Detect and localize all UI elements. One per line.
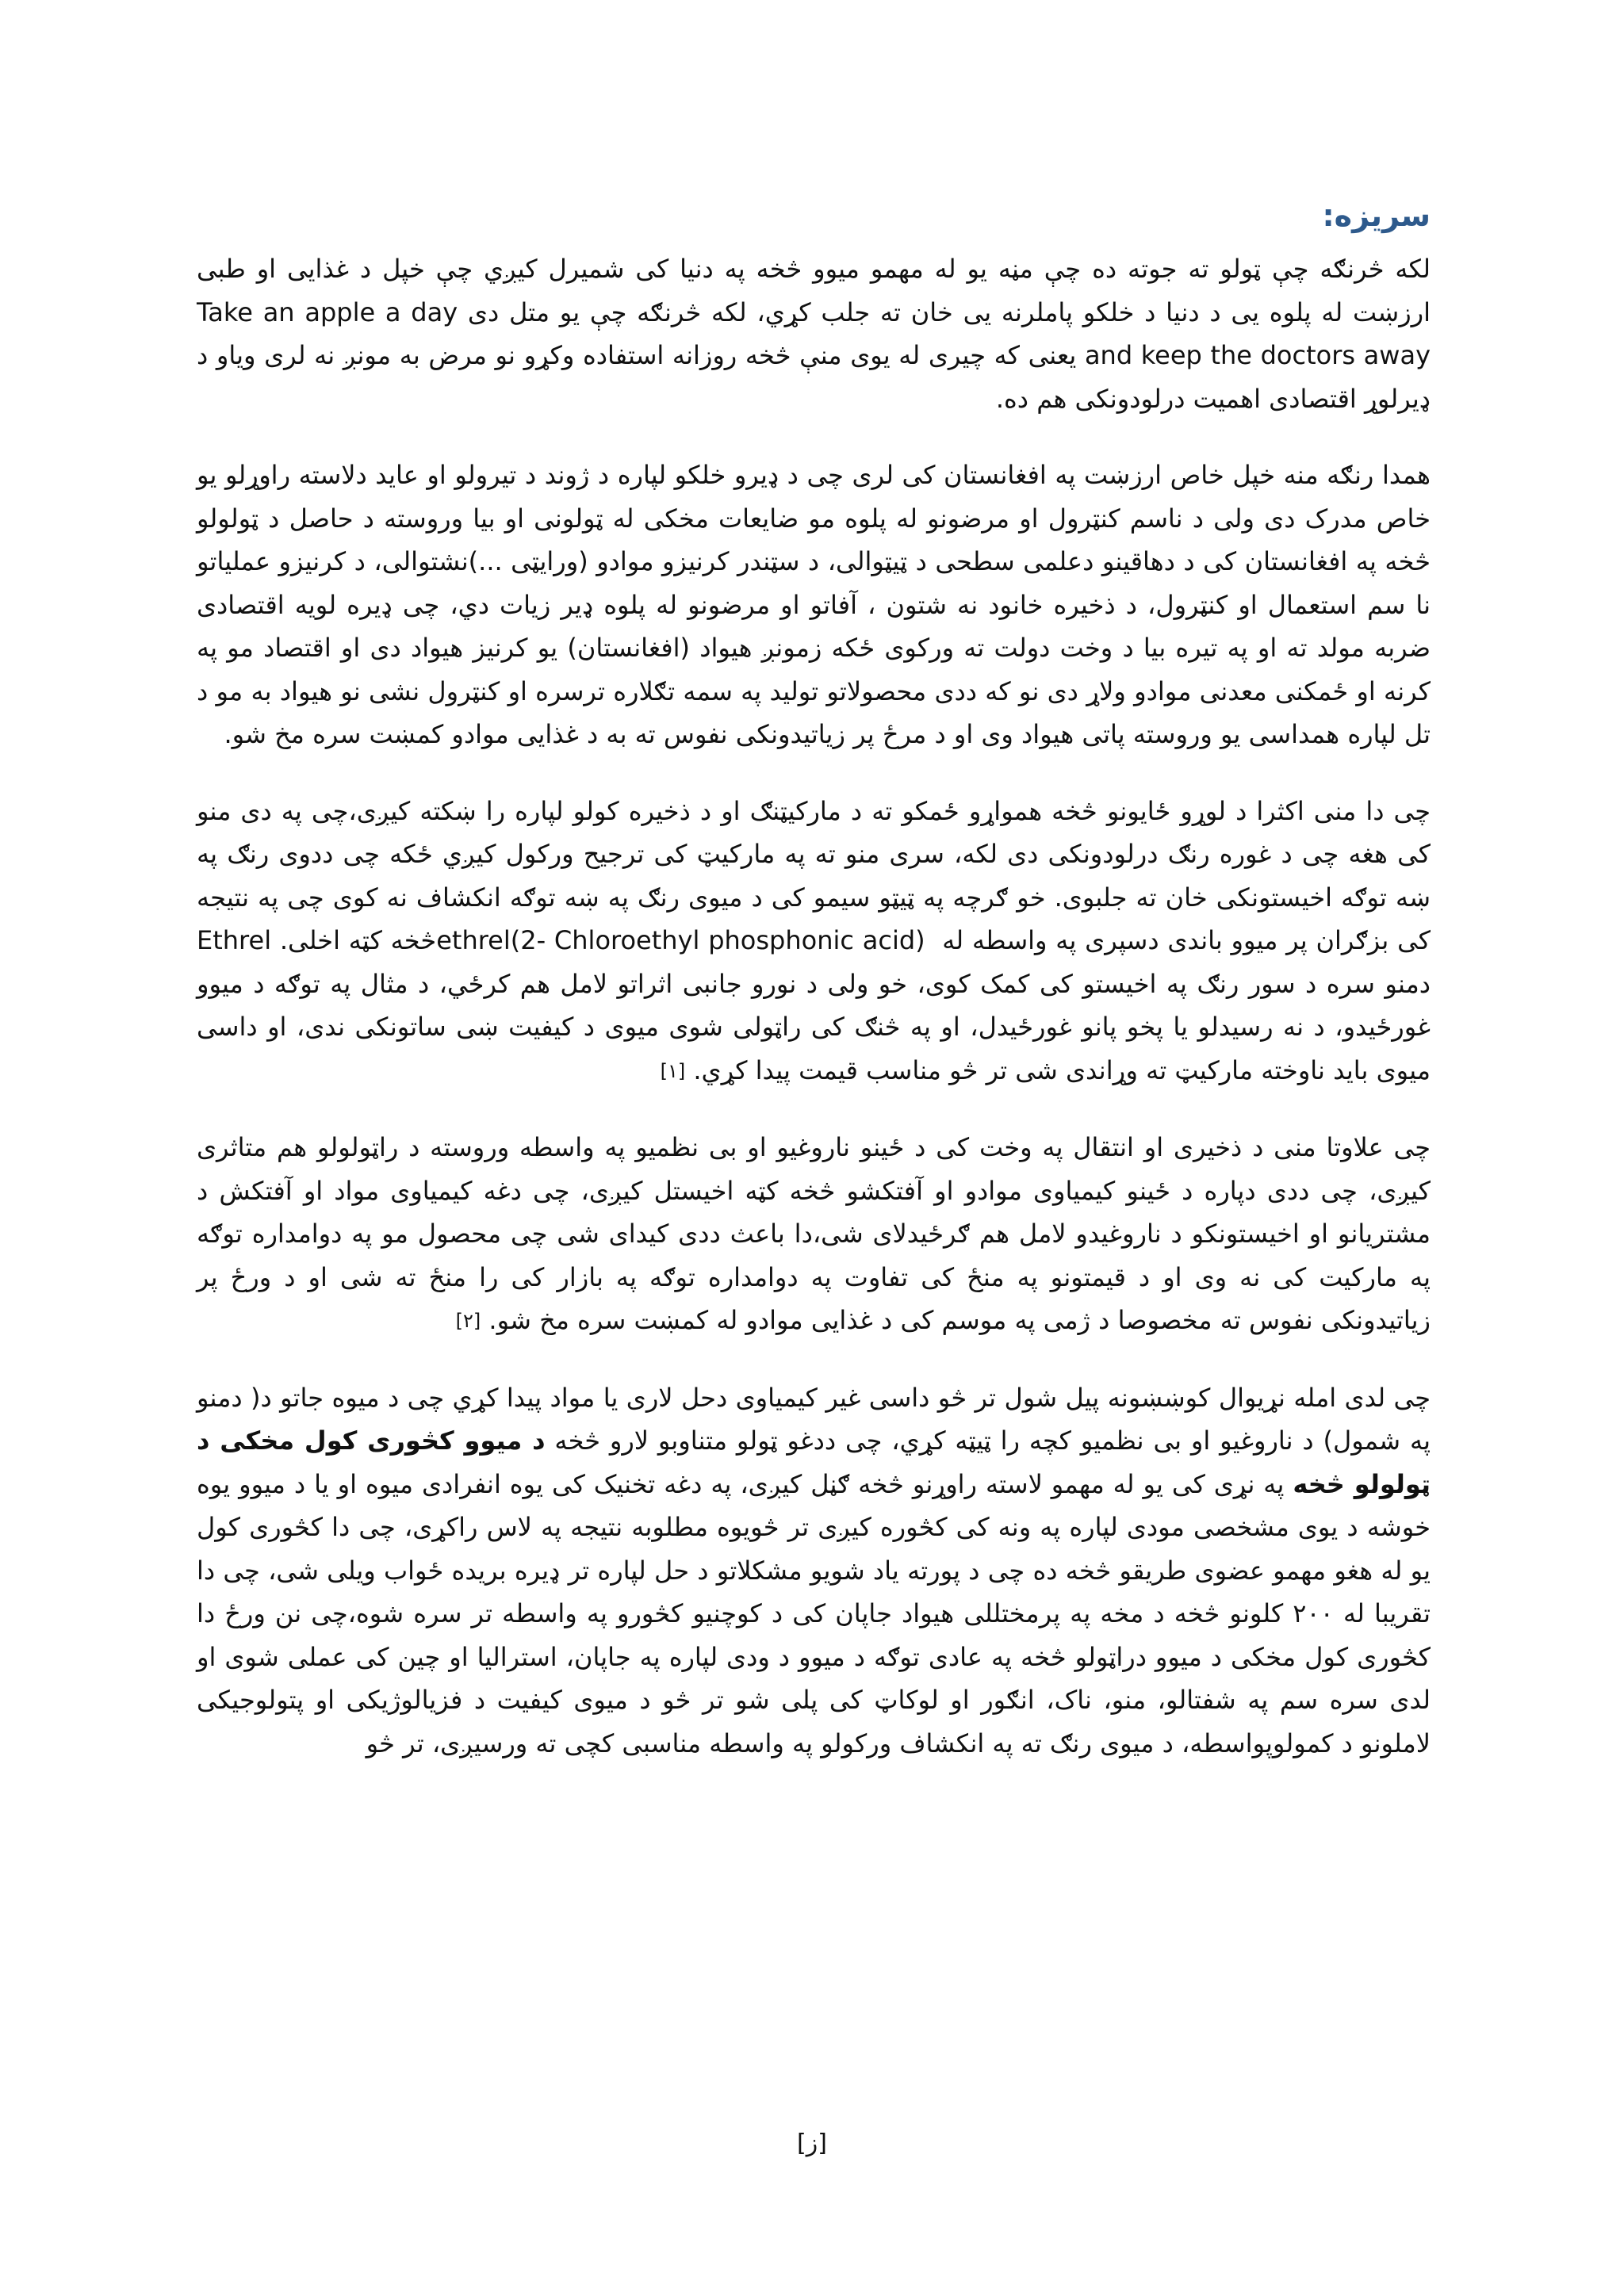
paragraph-3-text-b: څخه کټه اخلی. Ethrel دمنو سره د سور رنګ په اخیستو کی کمک کوی، خو ولی د نورو جانبی اثراتو لامل هم کرځي، د مثال په توګه د میوو غورځیدو، د نه رسیدلو یا پخو پانو غورځیدل، او په څنګ کی راټولی شوی میوی د کیفیت ښی ساتونکی ندی، او داسی میوی باید ناوخته مارکیټ ته وړاندی شی تر څو مناسب قیمت پیدا کړي. <box>197 925 1431 1085</box>
paragraph-3 <box>197 790 1431 1093</box>
paragraph-5-text-b: په نړی کی یو له مهمو لاسته راوړنو څخه ګڼل کیږی، په دغه تخنیک کی یوه انفرادی میوه او یا د میوو یوه خوشه د یوی مشخصی مودی لپاره په ونه کی کڅوره کیږی تر څویوه مطلوبه نتیجه په لاس راکړی، چی دا کڅوری کول یو له هغو مهمو عضوی طریقو څخه ده چی د پورته یاد شویو مشکلاتو د حل لپاره تر ډیره بریده ځواب ویلی شی، چی دا تقریبا له ۲۰۰ کلونو څخه د مخه په پرمختللی هیواد جاپان کی د کوچنیو کڅورو په واسطه تر سره شوه،چی نن ورځ دا کڅوری کول مخکی د میوو دراټولو څخه په عادی توګه د میوو د ودی لپاره په جاپان، استرالیا او چین کی عملی شوی او لدی سره سم په شفتالو، منو، ناک، انګور او لوکاټ کی پلی شو تر څو د میوی کیفیت د فزیالوژیکی او پتولوجیکی لاملونو د کمولوپواسطه، د میوی رنګ ته په انکشاف ورکولو په واسطه مناسبی کچی ته ورسیږی، تر څو <box>197 1468 1431 1758</box>
paragraph-4 <box>197 1126 1431 1343</box>
paragraph-5-bold-phrase: د میوو کڅوری کول مخکی د ټولولو څخه <box>197 1425 1431 1499</box>
paragraph-1: لکه څرنګه چې ټولو ته جوته ده چې مڼه یو له مهمو میوو څخه په دنیا کی شمیرل کیږي چې خپل د غذایی او طبی ارزښت له پلوه یی د دنیا د خلکو پاملرنه یی خان ته جلب کړي، لکه څرنګه چې یو متل دی Take an apple a day and keep the doctors away یعنی که چیری له یوی منې څخه روزانه استفاده وکړو نو مرض به مونږ نه لری ویاو د ډیرلوړ اقتصادی اهمیت درلودونکی هم ده. <box>197 254 1431 414</box>
chemical-name: ethrel(2- Chloroethyl phosphonic acid) <box>436 925 934 955</box>
paragraph-2: همدا رنګه منه خپل خاص ارزښت په افغانستان کی لری چی د ډیرو خلکو لپاره د ژوند د تیرولو او عاید دلاسته راوړلو یو خاص مدرک دی ولی د ناسم کنټرول او مرضونو له پلوه مو ضایعات مخکی له ټولونی او بیا وروسته د حاصل د ټولولو څخه په افغانستان کی د دهاقینو دعلمی سطحی د ټیټوالی، د سټندر کرنیزو موادو (ورایټی ...)نشتوالی، د کرنیزو عملیاتو نا سم استعمال او کنټرول، د ذخیره خانود نه شتون ، آفاتو او مرضونو له پلوه ډیر زیات دي، چی ډیره لویه اقتصادی ضربه مولد ته او په تیره بیا د وخت دولت ته ورکوی ځکه زمونږ هیواد (افغانستان) یو کرنیز هیواد دی او اقتصاد مو په کرنه او ځمکنی معدنی موادو ولاړ دی نو که ددی محصولاتو تولید په سمه تګلاره ترسره او کنټرول نشی نو هیواد به مو د تل لپاره همداسی یو وروسته پاتی هیواد وی او د مرځ پر زیاتیدونکی نفوس ته به د غذایی موادو کمښت سره مخ شو. <box>197 460 1431 749</box>
page-number: [ز] <box>797 2130 827 2157</box>
paragraph-4-text: چی علاوتا منی د ذخیری او انتقال په وخت کی د ځینو ناروغیو او بی نظمیو په واسطه وروسته د راټولولو هم متاثری کیږی، چی ددی دپاره د ځینو کیمیاوی موادو او آفتکشو څخه کټه اخیستل کیږی، چی دغه کیمیاوی مواد او آفتکش د مشتریانو او اخیستونکو د ناروغیدو لامل هم ګرځیدلای شی،دا باعث ددی کیدای شی چی محصول مو په دوامداره توګه په مارکیت کی نه وی او د قیمتونو په منځ کی تفاوت په دوامداره توګه په بازار کی را منځ ته شی او د ورځ پر زیاتیدونکی نفوس ته مخصوصا د ژمی په موسم کی د غذایی موادو له کمښت سره مخ شو. <box>197 1132 1431 1335</box>
paragraph-5 <box>197 1376 1431 1766</box>
reference-marker-2: [۲] <box>455 1310 481 1332</box>
reference-marker-1: [۱] <box>660 1059 686 1082</box>
paragraph-3-text-a: چی دا منی اکثرا د لوړو ځایونو څخه همواړو ځمکو ته د مارکیټنګ او د ذخیره کولو لپاره را ښکته کیږی،چی په دی منو کی هغه چی د غوره رنګ درلودونکی دی لکه، سری منو ته په مارکیټ کی ترجیح ورکول کیږي ځکه چی ددوی رنګ په ښه توګه اخیستونکی خان ته جلبوی. خو ګرچه په ټیټو سیمو کی د میوی رنګ په ښه توګه انکشاف نه کوی چی په نتیجه کی بزګران پر میوو باندی دسپری په واسطه له <box>197 795 1431 955</box>
document-body <box>197 195 1431 1798</box>
section-heading: سریزه: <box>1322 198 1431 233</box>
paragraph-5-text-a: چی لدی امله نړیوال کوښښونه پیل شول تر څو داسی غیر کیمیاوی دحل لاری یا مواد پیدا کړي چی د میوه جاتو د( دمنو په شمول) د ناروغیو او بی نظمیو کچه را ټیټه کړي، چی ددغو ټولو متناوبو لارو څخه <box>197 1382 1431 1456</box>
